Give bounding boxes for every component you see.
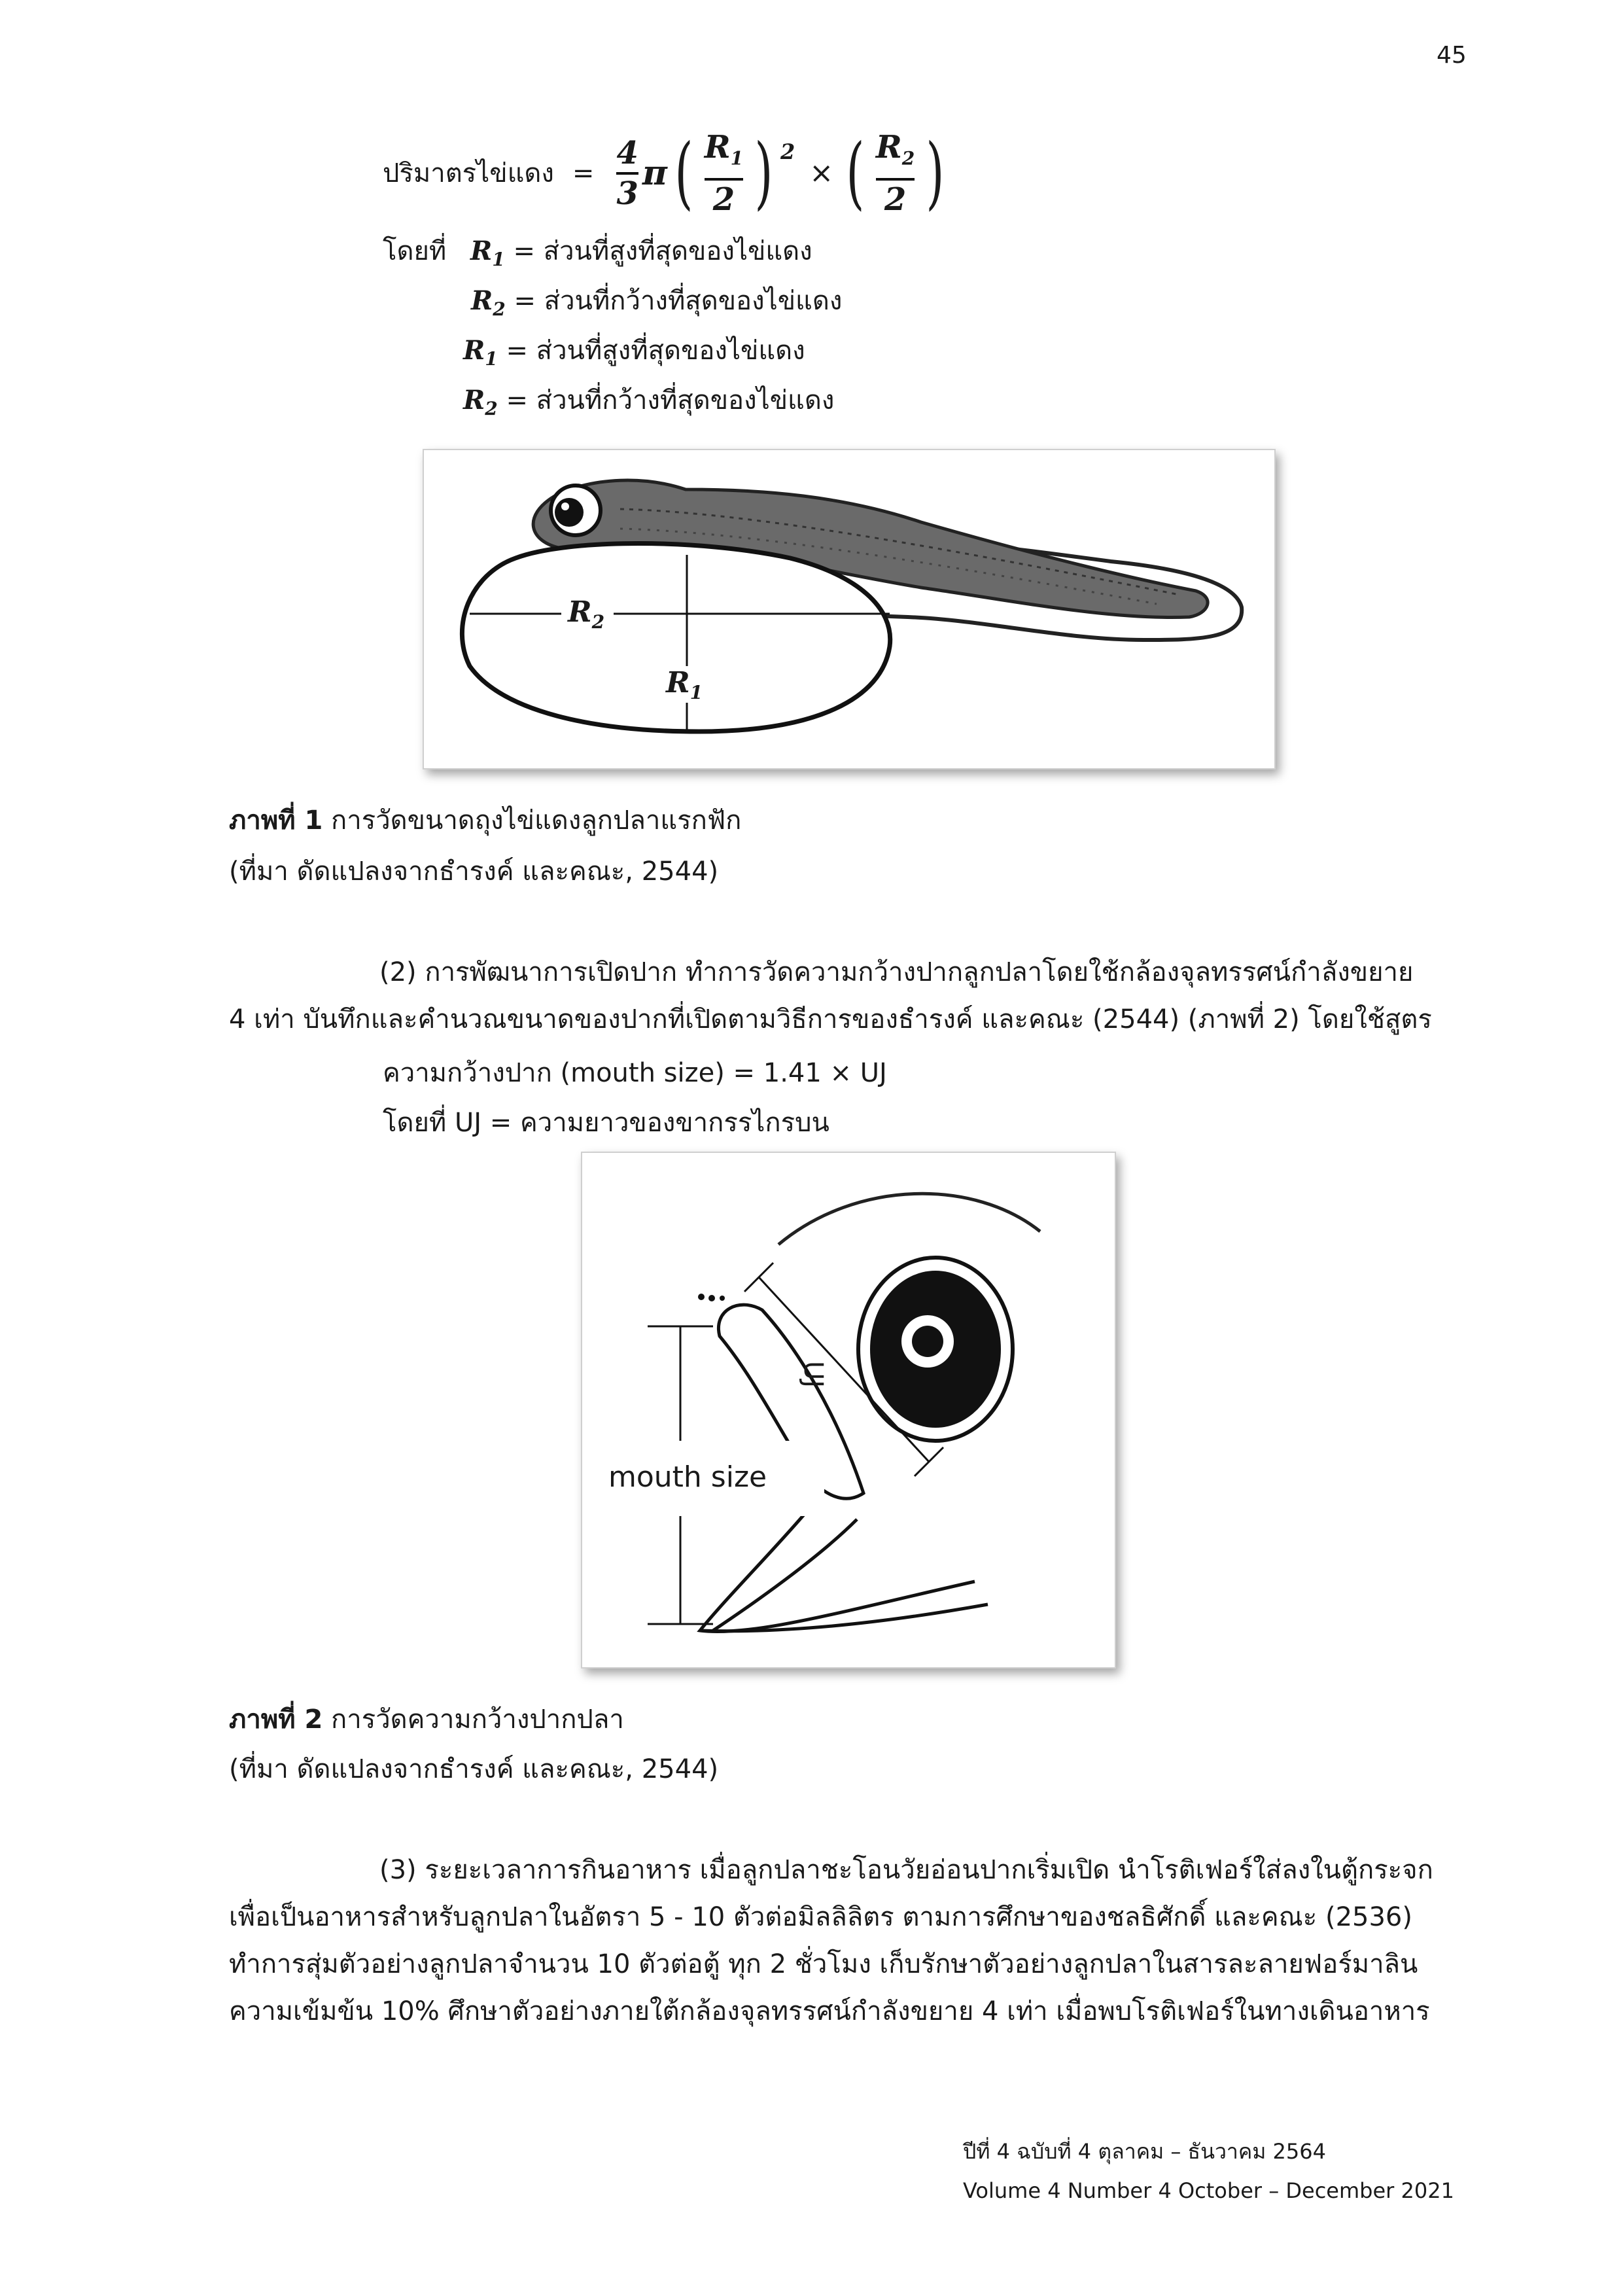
mouth-size-formula: ความกว้างปาก (mouth size) = 1.41 × UJ [383,1058,887,1088]
exponent: 2 [780,139,795,164]
figure-2-mouth [581,1152,1116,1669]
times-symbol: × [809,156,834,190]
def-symbol: $R_1$ [470,236,505,270]
def-symbol: $R_2$ [471,285,506,320]
formula-equals: = [572,158,595,188]
formula-label: ปริมาตรไข่แดง [383,158,554,188]
def-text: = ส่วนที่กว้างที่สุดของไข่แดง [506,385,835,415]
label-uj: UJ [798,1361,828,1388]
label-mouth-size: mouth size [608,1460,767,1494]
footer-thai: ปีที่ 4 ฉบับที่ 4 ตุลาคม – ธันวาคม 2564 [963,2139,1326,2164]
where-label: โดยที่ [383,236,447,266]
fraction-r1-half [705,128,743,219]
figure-1-title: การวัดขนาดถุงไข่แดงลูกปลาแรกฟัก [323,805,742,836]
frac-numerator: 4 [616,135,638,171]
frac-r2-denominator: 2 [884,181,907,218]
def-symbol: $R_1$ [463,335,498,370]
figure-2-caption [229,1696,624,1743]
fraction-four-thirds [616,134,638,213]
frac-r2-numerator: $R_2$ [875,129,915,169]
def-text: = ส่วนที่สูงที่สุดของไข่แดง [506,336,805,366]
figure-2-number: ภาพที่ 2 [229,1704,323,1735]
yolk-volume-formula: ปริมาตรไข่แดง = $\frac{4}{3}$ π ( $\frac{R_1}{2}$ ) 2 × ( $\frac{R_2}{2}$ ) [383,128,945,219]
paragraph-3-line-4: ความเข้มข้น 10% ศึกษาตัวอย่างภายใต้กล้องจุลทรรศน์กำลังขยาย 4 เท่า เมื่อพบโรติเฟอร์ในทางเดินอาหาร [229,1996,1430,2026]
paragraph-3-line-2: เพื่อเป็นอาหารสำหรับลูกปลาในอัตรา 5 - 10 ตัวต่อมิลลิลิตร ตามการศึกษาของชลธิศักดิ์ และคณะ (2536) [229,1902,1412,1932]
fraction-r2-half [876,128,915,219]
frac-r1-numerator: $R_1$ [704,129,744,169]
frac-denominator: 3 [616,175,638,212]
definition-row-4 [463,376,834,434]
larva-illustration [424,450,1274,768]
mouth-illustration [582,1153,1115,1667]
label-r1: $R_1$ [666,666,703,703]
def-symbol: $R_2$ [463,385,498,419]
pi-symbol: π [642,153,667,193]
paragraph-3 [229,1846,1478,2035]
paragraph-2-line-2: 4 เท่า บันทึกและคำนวณขนาดของปากที่เปิดตามวิธีการของธำรงค์ และคณะ (2544) (ภาพที่ 2) โดยใช้สูตร [229,1004,1432,1034]
page-number: 45 [1437,42,1467,69]
paragraph-3-line-3: ทำการสุ่มตัวอย่างลูกปลาจำนวน 10 ตัวต่อตู้ ทุก 2 ชั่วโมง เก็บรักษาตัวอย่างลูกปลาในสารละลายฟอร์มาลิน [229,1949,1418,1979]
figure-1-caption [229,797,741,844]
uj-definition: โดยที่ UJ = ความยาวของขากรรไกรบน [383,1108,829,1138]
paragraph-2-line-1: (2) การพัฒนาการเปิดปาก ทำการวัดความกว้างปากลูกปลาโดยใช้กล้องจุลทรรศน์กำลังขยาย [379,957,1414,987]
paragraph-3-line-1: (3) ระยะเวลาการกินอาหาร เมื่อลูกปลาชะโอนวัยอ่อนปากเริ่มเปิด นำโรติเฟอร์ใส่ลงในตู้กระจก [379,1855,1433,1885]
def-text: = ส่วนที่สูงที่สุดของไข่แดง [513,236,812,266]
footer-english: Volume 4 Number 4 October – December 2021 [963,2178,1454,2203]
paragraph-2 [229,949,1478,1043]
figure-1-number: ภาพที่ 1 [229,805,323,836]
figure-2-source: (ที่มา ดัดแปลงจากธำรงค์ และคณะ, 2544) [229,1754,719,1784]
frac-r1-denominator: 2 [712,181,735,218]
label-r2: $R_2$ [568,595,605,633]
figure-1-source: (ที่มา ดัดแปลงจากธำรงค์ และคณะ, 2544) [229,857,719,887]
def-text: = ส่วนที่กว้างที่สุดของไข่แดง [514,286,843,316]
figure-1-larva-yolk [423,449,1276,769]
figure-2-title: การวัดความกว้างปากปลา [323,1704,624,1735]
